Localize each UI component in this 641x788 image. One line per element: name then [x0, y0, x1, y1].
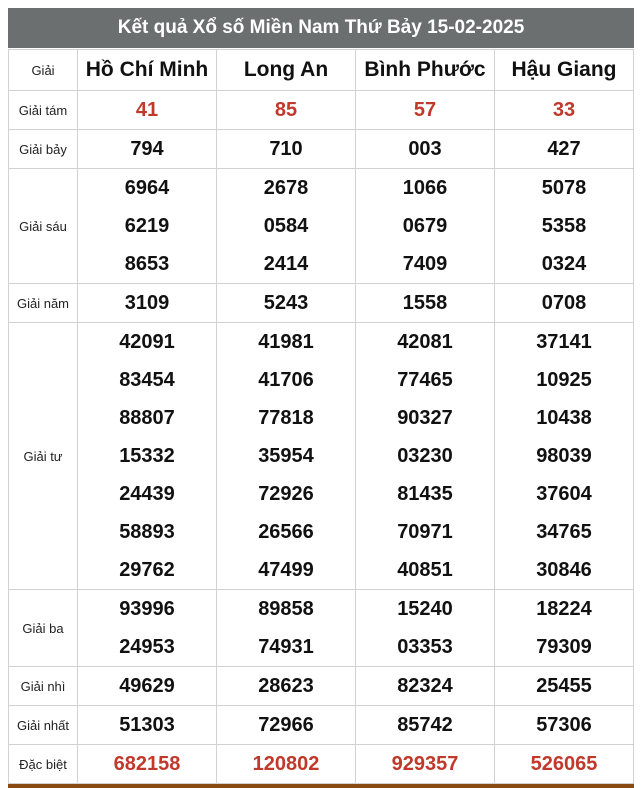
prize-cell	[356, 91, 495, 130]
prize-number: 72966	[258, 714, 314, 736]
prize-number: 25455	[536, 675, 592, 697]
prize-number: 6219	[124, 215, 170, 237]
prize-cell	[495, 323, 634, 590]
prize-number: 1066	[402, 177, 448, 199]
prize-row	[9, 284, 634, 323]
prize-row	[9, 91, 634, 130]
prize-number: 0708	[541, 292, 587, 314]
prize-number: 2414	[263, 253, 309, 275]
header-row	[9, 50, 634, 91]
prize-cell	[217, 169, 356, 284]
prize-number: 28623	[258, 675, 314, 697]
prize-number: 47499	[258, 559, 314, 581]
prize-number: 6964	[124, 177, 170, 199]
prize-number: 37141	[536, 331, 592, 353]
prize-cell	[495, 706, 634, 745]
prize-cell	[78, 667, 217, 706]
prize-number: 18224	[536, 598, 592, 620]
prize-row	[9, 706, 634, 745]
prize-row	[9, 169, 634, 284]
prize-cell	[356, 130, 495, 169]
prize-cell	[495, 590, 634, 667]
prize-row	[9, 745, 634, 784]
prize-cell	[217, 667, 356, 706]
prize-cell	[356, 169, 495, 284]
prize-cell	[217, 706, 356, 745]
prize-number: 35954	[258, 445, 314, 467]
prize-number: 526065	[530, 753, 598, 775]
prize-cell	[356, 667, 495, 706]
prize-label: Giải ba	[9, 590, 78, 667]
prize-number: 58893	[119, 521, 175, 543]
prize-label: Giải tám	[9, 91, 78, 130]
prize-number: 83454	[119, 369, 175, 391]
results-table	[8, 49, 634, 784]
prize-number: 88807	[119, 407, 175, 429]
prize-cell	[78, 91, 217, 130]
prize-number: 794	[130, 138, 164, 160]
prize-number: 90327	[397, 407, 453, 429]
prize-number: 03353	[397, 636, 453, 658]
prize-number: 1558	[402, 292, 448, 314]
prize-cell	[78, 590, 217, 667]
prize-number: 37604	[536, 483, 592, 505]
province-name: Hồ Chí Minh	[78, 50, 217, 91]
prize-number: 89858	[258, 598, 314, 620]
prize-cell	[217, 91, 356, 130]
prize-cell	[495, 169, 634, 284]
prize-number: 85	[274, 99, 298, 121]
prize-number: 98039	[536, 445, 592, 467]
prize-cell	[495, 745, 634, 784]
prize-cell	[356, 745, 495, 784]
prize-number: 70971	[397, 521, 453, 543]
prize-cell	[217, 323, 356, 590]
prize-number: 120802	[252, 753, 320, 775]
prize-number: 24953	[119, 636, 175, 658]
prize-number: 41706	[258, 369, 314, 391]
prize-number: 85742	[397, 714, 453, 736]
prize-number: 24439	[119, 483, 175, 505]
prize-number: 3109	[124, 292, 170, 314]
prize-number: 5243	[263, 292, 309, 314]
prize-number: 51303	[119, 714, 175, 736]
prize-number: 57	[413, 99, 437, 121]
prize-number: 79309	[536, 636, 592, 658]
prize-number: 15240	[397, 598, 453, 620]
bottom-bar	[8, 784, 634, 788]
prize-number: 41981	[258, 331, 314, 353]
prize-row	[9, 590, 634, 667]
prize-row	[9, 667, 634, 706]
prize-cell	[78, 130, 217, 169]
page-title: Kết quả Xổ số Miền Nam Thứ Bảy 15-02-2025	[8, 8, 634, 48]
prize-number: 82324	[397, 675, 453, 697]
prize-label: Đặc biệt	[9, 745, 78, 784]
prize-number: 03230	[397, 445, 453, 467]
prize-number: 5358	[541, 215, 587, 237]
prize-row	[9, 323, 634, 590]
prize-number: 93996	[119, 598, 175, 620]
prize-label: Giải bảy	[9, 130, 78, 169]
prize-number: 72926	[258, 483, 314, 505]
prize-number: 682158	[113, 753, 181, 775]
prize-cell	[217, 130, 356, 169]
results-table-body	[9, 50, 634, 784]
prize-number: 8653	[124, 253, 170, 275]
prize-number: 7409	[402, 253, 448, 275]
prize-label: Giải nhì	[9, 667, 78, 706]
prize-cell	[78, 745, 217, 784]
prize-number: 5078	[541, 177, 587, 199]
prize-cell	[495, 91, 634, 130]
prize-number: 10925	[536, 369, 592, 391]
prize-cell	[78, 169, 217, 284]
prize-label: Giải năm	[9, 284, 78, 323]
prize-number: 49629	[119, 675, 175, 697]
prize-cell	[356, 323, 495, 590]
prize-number: 427	[547, 138, 581, 160]
prize-number: 0584	[263, 215, 309, 237]
prize-number: 710	[269, 138, 303, 160]
prize-number: 42091	[119, 331, 175, 353]
prize-number: 74931	[258, 636, 314, 658]
prize-number: 003	[408, 138, 442, 160]
prize-number: 40851	[397, 559, 453, 581]
prize-number: 33	[552, 99, 576, 121]
prize-cell	[217, 745, 356, 784]
prize-label: Giải tư	[9, 323, 78, 590]
prize-number: 929357	[391, 753, 459, 775]
prize-number: 77465	[397, 369, 453, 391]
prize-number: 0679	[402, 215, 448, 237]
prize-cell	[78, 323, 217, 590]
prize-cell	[495, 667, 634, 706]
prize-number: 29762	[119, 559, 175, 581]
prize-cell	[495, 284, 634, 323]
prize-number: 15332	[119, 445, 175, 467]
province-name: Long An	[217, 50, 356, 91]
prize-number: 34765	[536, 521, 592, 543]
prize-cell	[217, 284, 356, 323]
prize-number: 0324	[541, 253, 587, 275]
prize-cell	[78, 284, 217, 323]
prize-label: Giải nhất	[9, 706, 78, 745]
prize-number: 10438	[536, 407, 592, 429]
prize-cell	[356, 590, 495, 667]
prize-number: 81435	[397, 483, 453, 505]
prize-row	[9, 130, 634, 169]
province-name: Bình Phước	[356, 50, 495, 91]
prize-cell	[495, 130, 634, 169]
prize-number: 77818	[258, 407, 314, 429]
prize-label: Giải sáu	[9, 169, 78, 284]
header-label: Giải	[9, 50, 78, 91]
prize-number: 41	[135, 99, 159, 121]
prize-number: 42081	[397, 331, 453, 353]
prize-cell	[356, 284, 495, 323]
prize-number: 2678	[263, 177, 309, 199]
prize-cell	[78, 706, 217, 745]
prize-number: 30846	[536, 559, 592, 581]
prize-number: 26566	[258, 521, 314, 543]
prize-cell	[217, 590, 356, 667]
prize-number: 57306	[536, 714, 592, 736]
prize-cell	[356, 706, 495, 745]
province-name: Hậu Giang	[495, 50, 634, 91]
